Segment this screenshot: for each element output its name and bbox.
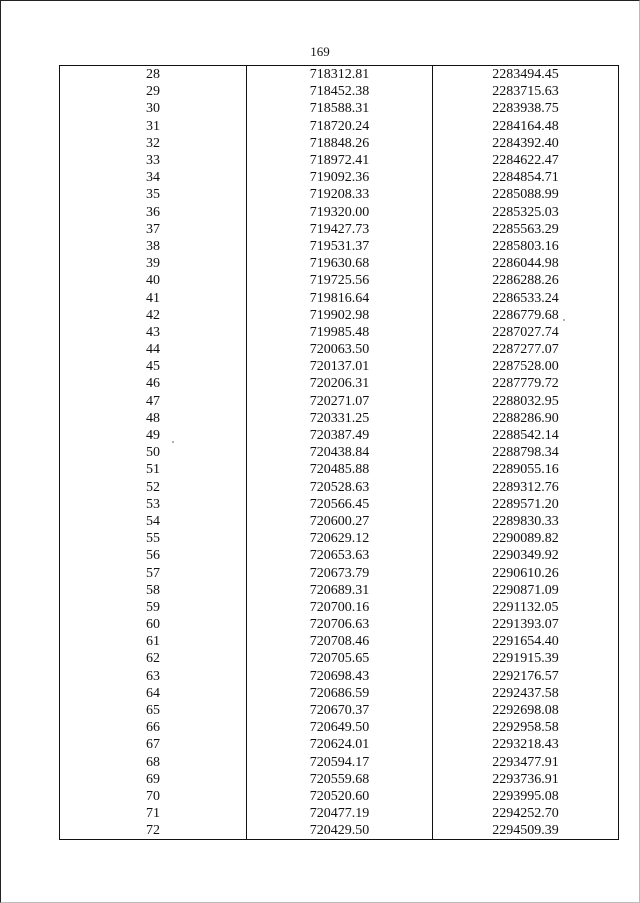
table-row	[60, 633, 619, 650]
table-row	[60, 582, 619, 599]
x-coordinate-cell: 719816.64	[247, 289, 433, 306]
table-row	[60, 461, 619, 478]
x-coordinate-cell: 720600.27	[247, 513, 433, 530]
point-number-cell: 33	[60, 152, 247, 169]
y-coordinate-cell: 2294509.39	[433, 822, 619, 840]
y-coordinate-cell: 2292698.08	[433, 702, 619, 719]
table-row	[60, 152, 619, 169]
point-number-cell: 40	[60, 272, 247, 289]
y-coordinate-cell: 2287779.72	[433, 375, 619, 392]
y-coordinate-cell: 2286288.26	[433, 272, 619, 289]
y-coordinate-cell: 2285325.03	[433, 204, 619, 221]
point-number-cell: 45	[60, 358, 247, 375]
y-coordinate-cell: 2288542.14	[433, 427, 619, 444]
table-row	[60, 307, 619, 324]
point-number-cell: 56	[60, 547, 247, 564]
y-coordinate-cell: 2288798.34	[433, 444, 619, 461]
y-coordinate-cell: 2286779.68	[433, 307, 619, 324]
x-coordinate-cell: 720698.43	[247, 668, 433, 685]
y-coordinate-cell: 2293477.91	[433, 754, 619, 771]
y-coordinate-cell: 2283494.45	[433, 66, 619, 84]
x-coordinate-cell: 718312.81	[247, 66, 433, 84]
y-coordinate-cell: 2283938.75	[433, 100, 619, 117]
table-row	[60, 118, 619, 135]
table-row	[60, 788, 619, 805]
table-row	[60, 650, 619, 667]
x-coordinate-cell: 720206.31	[247, 375, 433, 392]
point-number-cell: 37	[60, 221, 247, 238]
point-number-cell: 48	[60, 410, 247, 427]
x-coordinate-cell: 720520.60	[247, 788, 433, 805]
table-row	[60, 358, 619, 375]
point-number-cell: 66	[60, 719, 247, 736]
table-row	[60, 564, 619, 581]
y-coordinate-cell: 2286533.24	[433, 289, 619, 306]
point-number-cell: 70	[60, 788, 247, 805]
y-coordinate-cell: 2285088.99	[433, 186, 619, 203]
x-coordinate-cell: 720485.88	[247, 461, 433, 478]
point-number-cell: 34	[60, 169, 247, 186]
point-number-cell: 62	[60, 650, 247, 667]
point-number-cell: 38	[60, 238, 247, 255]
point-number-cell: 39	[60, 255, 247, 272]
point-number-cell: 65	[60, 702, 247, 719]
table-row	[60, 238, 619, 255]
y-coordinate-cell: 2290089.82	[433, 530, 619, 547]
x-coordinate-cell: 720063.50	[247, 341, 433, 358]
table-row	[60, 805, 619, 822]
point-number-cell: 42	[60, 307, 247, 324]
table-row	[60, 530, 619, 547]
table-row	[60, 444, 619, 461]
scan-speck	[172, 441, 174, 443]
table-row	[60, 702, 619, 719]
table-row	[60, 324, 619, 341]
y-coordinate-cell: 2285563.29	[433, 221, 619, 238]
x-coordinate-cell: 720477.19	[247, 805, 433, 822]
table-row	[60, 547, 619, 564]
x-coordinate-cell: 720686.59	[247, 685, 433, 702]
table-row	[60, 719, 619, 736]
point-number-cell: 29	[60, 83, 247, 100]
point-number-cell: 67	[60, 736, 247, 753]
y-coordinate-cell: 2288032.95	[433, 393, 619, 410]
y-coordinate-cell: 2283715.63	[433, 83, 619, 100]
x-coordinate-cell: 720624.01	[247, 736, 433, 753]
x-coordinate-cell: 720528.63	[247, 479, 433, 496]
point-number-cell: 30	[60, 100, 247, 117]
table-row	[60, 100, 619, 117]
table-row	[60, 668, 619, 685]
point-number-cell: 57	[60, 564, 247, 581]
x-coordinate-cell: 719630.68	[247, 255, 433, 272]
x-coordinate-cell: 719208.33	[247, 186, 433, 203]
point-number-cell: 61	[60, 633, 247, 650]
point-number-cell: 51	[60, 461, 247, 478]
y-coordinate-cell: 2290349.92	[433, 547, 619, 564]
point-number-cell: 44	[60, 341, 247, 358]
table-row	[60, 255, 619, 272]
point-number-cell: 28	[60, 66, 247, 84]
x-coordinate-cell: 720566.45	[247, 496, 433, 513]
x-coordinate-cell: 720387.49	[247, 427, 433, 444]
coordinates-table-body	[60, 66, 619, 840]
x-coordinate-cell: 720708.46	[247, 633, 433, 650]
y-coordinate-cell: 2286044.98	[433, 255, 619, 272]
y-coordinate-cell: 2291132.05	[433, 599, 619, 616]
x-coordinate-cell: 720559.68	[247, 771, 433, 788]
table-row	[60, 496, 619, 513]
table-row	[60, 410, 619, 427]
table-row	[60, 204, 619, 221]
table-row	[60, 83, 619, 100]
point-number-cell: 36	[60, 204, 247, 221]
y-coordinate-cell: 2287277.07	[433, 341, 619, 358]
table-row	[60, 393, 619, 410]
x-coordinate-cell: 720700.16	[247, 599, 433, 616]
y-coordinate-cell: 2292958.58	[433, 719, 619, 736]
x-coordinate-cell: 719902.98	[247, 307, 433, 324]
table-row	[60, 427, 619, 444]
y-coordinate-cell: 2291915.39	[433, 650, 619, 667]
point-number-cell: 31	[60, 118, 247, 135]
table-row	[60, 272, 619, 289]
y-coordinate-cell: 2289571.20	[433, 496, 619, 513]
x-coordinate-cell: 720653.63	[247, 547, 433, 564]
y-coordinate-cell: 2284392.40	[433, 135, 619, 152]
x-coordinate-cell: 720594.17	[247, 754, 433, 771]
table-row	[60, 479, 619, 496]
x-coordinate-cell: 720706.63	[247, 616, 433, 633]
y-coordinate-cell: 2285803.16	[433, 238, 619, 255]
y-coordinate-cell: 2290610.26	[433, 564, 619, 581]
y-coordinate-cell: 2290871.09	[433, 582, 619, 599]
table-row	[60, 341, 619, 358]
point-number-cell: 72	[60, 822, 247, 840]
x-coordinate-cell: 718720.24	[247, 118, 433, 135]
y-coordinate-cell: 2287027.74	[433, 324, 619, 341]
x-coordinate-cell: 720438.84	[247, 444, 433, 461]
y-coordinate-cell: 2291654.40	[433, 633, 619, 650]
table-row	[60, 736, 619, 753]
x-coordinate-cell: 720331.25	[247, 410, 433, 427]
table-row	[60, 169, 619, 186]
point-number-cell: 71	[60, 805, 247, 822]
point-number-cell: 46	[60, 375, 247, 392]
point-number-cell: 32	[60, 135, 247, 152]
table-row	[60, 513, 619, 530]
table-row	[60, 375, 619, 392]
point-number-cell: 68	[60, 754, 247, 771]
x-coordinate-cell: 719985.48	[247, 324, 433, 341]
y-coordinate-cell: 2292437.58	[433, 685, 619, 702]
y-coordinate-cell: 2292176.57	[433, 668, 619, 685]
x-coordinate-cell: 718452.38	[247, 83, 433, 100]
point-number-cell: 63	[60, 668, 247, 685]
table-row	[60, 771, 619, 788]
x-coordinate-cell: 718848.26	[247, 135, 433, 152]
y-coordinate-cell: 2294252.70	[433, 805, 619, 822]
x-coordinate-cell: 720137.01	[247, 358, 433, 375]
point-number-cell: 69	[60, 771, 247, 788]
point-number-cell: 59	[60, 599, 247, 616]
point-number-cell: 35	[60, 186, 247, 203]
x-coordinate-cell: 720705.65	[247, 650, 433, 667]
point-number-cell: 49	[60, 427, 247, 444]
table-row	[60, 616, 619, 633]
table-row	[60, 599, 619, 616]
point-number-cell: 50	[60, 444, 247, 461]
table-row	[60, 822, 619, 840]
scan-speck	[563, 319, 565, 321]
table-row	[60, 135, 619, 152]
x-coordinate-cell: 720429.50	[247, 822, 433, 840]
point-number-cell: 43	[60, 324, 247, 341]
y-coordinate-cell: 2289312.76	[433, 479, 619, 496]
x-coordinate-cell: 719320.00	[247, 204, 433, 221]
table-row	[60, 186, 619, 203]
table-row	[60, 221, 619, 238]
x-coordinate-cell: 720670.37	[247, 702, 433, 719]
point-number-cell: 41	[60, 289, 247, 306]
y-coordinate-cell: 2289830.33	[433, 513, 619, 530]
y-coordinate-cell: 2287528.00	[433, 358, 619, 375]
x-coordinate-cell: 720673.79	[247, 564, 433, 581]
point-number-cell: 64	[60, 685, 247, 702]
y-coordinate-cell: 2284622.47	[433, 152, 619, 169]
point-number-cell: 58	[60, 582, 247, 599]
table-row	[60, 66, 619, 84]
x-coordinate-cell: 720649.50	[247, 719, 433, 736]
x-coordinate-cell: 720271.07	[247, 393, 433, 410]
point-number-cell: 55	[60, 530, 247, 547]
x-coordinate-cell: 719531.37	[247, 238, 433, 255]
x-coordinate-cell: 719427.73	[247, 221, 433, 238]
point-number-cell: 60	[60, 616, 247, 633]
table-row	[60, 289, 619, 306]
point-number-cell: 54	[60, 513, 247, 530]
page-number: 169	[310, 44, 330, 59]
x-coordinate-cell: 719092.36	[247, 169, 433, 186]
table-row	[60, 685, 619, 702]
x-coordinate-cell: 718588.31	[247, 100, 433, 117]
point-number-cell: 53	[60, 496, 247, 513]
y-coordinate-cell: 2288286.90	[433, 410, 619, 427]
y-coordinate-cell: 2284854.71	[433, 169, 619, 186]
point-number-cell: 52	[60, 479, 247, 496]
y-coordinate-cell: 2291393.07	[433, 616, 619, 633]
point-number-cell: 47	[60, 393, 247, 410]
y-coordinate-cell: 2284164.48	[433, 118, 619, 135]
y-coordinate-cell: 2293995.08	[433, 788, 619, 805]
x-coordinate-cell: 720689.31	[247, 582, 433, 599]
y-coordinate-cell: 2293218.43	[433, 736, 619, 753]
x-coordinate-cell: 720629.12	[247, 530, 433, 547]
table-row	[60, 754, 619, 771]
y-coordinate-cell: 2289055.16	[433, 461, 619, 478]
x-coordinate-cell: 718972.41	[247, 152, 433, 169]
y-coordinate-cell: 2293736.91	[433, 771, 619, 788]
coordinates-table	[59, 65, 619, 840]
x-coordinate-cell: 719725.56	[247, 272, 433, 289]
